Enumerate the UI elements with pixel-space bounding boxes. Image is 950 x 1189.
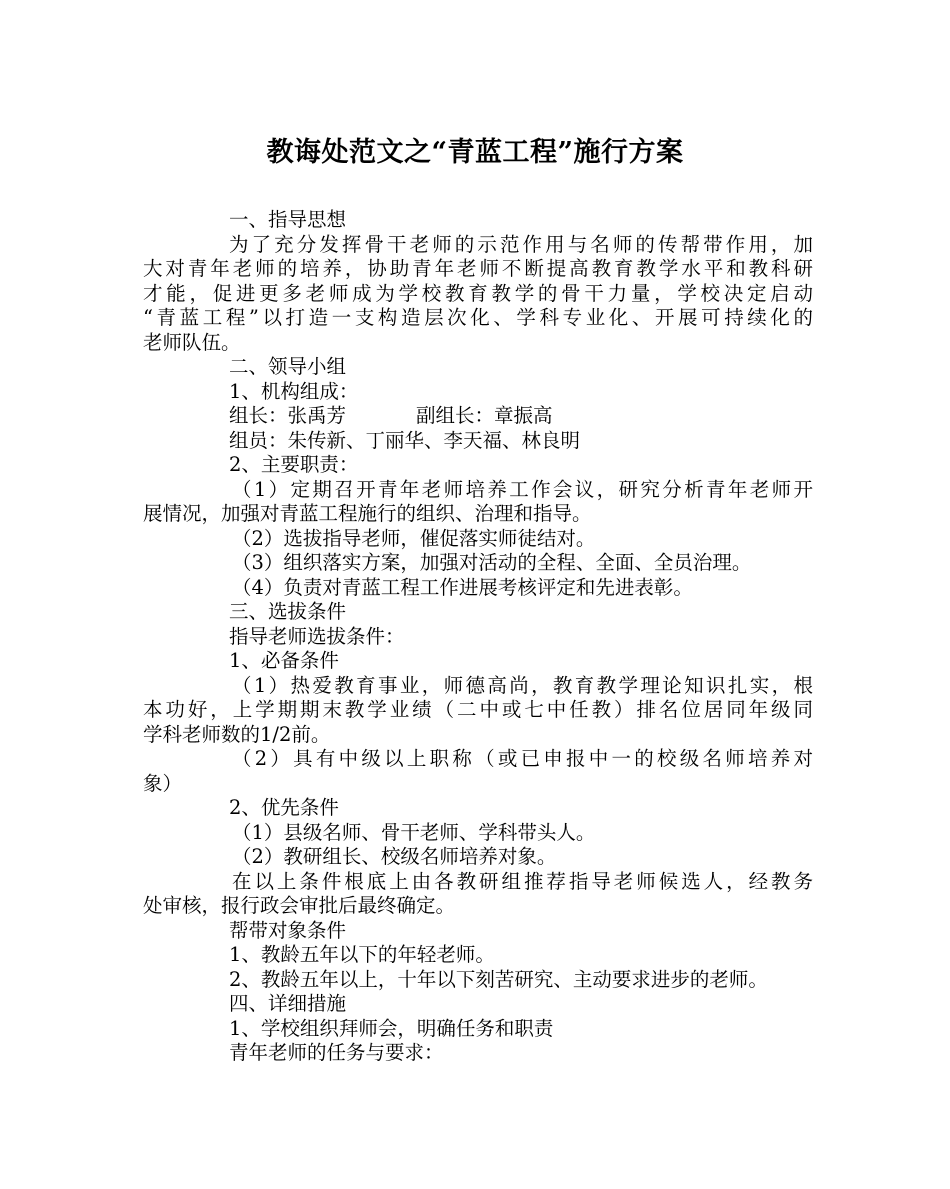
section-heading: 三、选拔条件 [229, 600, 347, 623]
paragraph-line: 展情况，加强对青蓝工程施行的组织、治理和指导。 [143, 502, 592, 525]
section-heading: 二、领导小组 [229, 355, 347, 378]
subsection-heading: 1、学校组织拜师会，明确任务和职责 [229, 1016, 554, 1040]
paragraph-line: 学科老师数的1/2前。 [143, 722, 331, 746]
paragraph-line: 才能，促进更多老师成为学校教育教学的骨干力量，学校决定启动 [143, 281, 813, 305]
subsection-heading: 1、必备条件 [229, 649, 339, 672]
paragraph-line: “青蓝工程”以打造一支构造层次化、学科专业化、开展可持续化的 [143, 306, 813, 329]
section-heading: 一、指导思想 [229, 208, 347, 231]
group-leader: 组长：张禹芳 [229, 404, 347, 427]
paragraph-line: 老师队伍。 [143, 330, 241, 354]
subsection-heading: 帮带对象条件 [229, 918, 347, 942]
section-heading: 四、详细措施 [229, 992, 347, 1015]
deputy-leader: 副组长：章振高 [416, 404, 553, 427]
list-item: （1）县级名师、骨干老师、学科带头人。 [232, 820, 596, 844]
paragraph-line: 在以上条件根底上由各教研组推荐指导老师候选人，经教务 [232, 869, 813, 893]
list-item: （2）选拔指导老师，催促落实师徒结对。 [232, 526, 596, 550]
list-item: （1）热爱教育事业，师德高尚，教育教学理论知识扎实，根 [232, 673, 813, 697]
list-item: （4）负责对青蓝工程工作进展考核评定和先进表彰。 [232, 575, 693, 599]
paragraph-line: 象） [143, 771, 183, 795]
paragraph-line: 大对青年老师的培养，协助青年老师不断提高教育教学水平和教科研 [143, 257, 813, 280]
list-item: （1）定期召开青年老师培养工作会议，研究分析青年老师开 [232, 477, 813, 501]
paragraph-line: 处审核，报行政会审批后最终确定。 [143, 894, 456, 917]
list-item: （2）具有中级以上职称（或已申报中一的校级名师培养对 [232, 747, 813, 770]
leader-line [143, 404, 813, 429]
list-item: （3）组织落实方案，加强对活动的全程、全面、全员治理。 [232, 551, 752, 574]
subsection-heading: 2、主要职责： [229, 453, 359, 476]
list-item: 2、教龄五年以上，十年以下刻苦研究、主动要求进步的老师。 [229, 967, 768, 991]
paragraph-line: 为了充分发挥骨干老师的示范作用与名师的传帮带作用，加 [229, 232, 813, 256]
document-title: 教诲处范文之“青蓝工程”施行方案 [266, 137, 684, 168]
list-item: （2）教研组长、校级名师培养对象。 [232, 845, 557, 868]
document-body [143, 208, 813, 1066]
subsection-heading: 1、机构组成： [229, 379, 359, 403]
subsection-heading: 青年老师的任务与要求： [229, 1041, 444, 1064]
subsection-heading: 指导老师选拔条件： [229, 624, 405, 648]
subsection-heading: 2、优先条件 [229, 796, 339, 819]
paragraph-line: 本功好，上学期期末教学业绩（二中或七中任教）排名位居同年级同 [143, 698, 813, 721]
list-item: 1、教龄五年以下的年轻老师。 [229, 943, 495, 966]
members-line: 组员：朱传新、丁丽华、李天福、林良明 [229, 428, 581, 452]
